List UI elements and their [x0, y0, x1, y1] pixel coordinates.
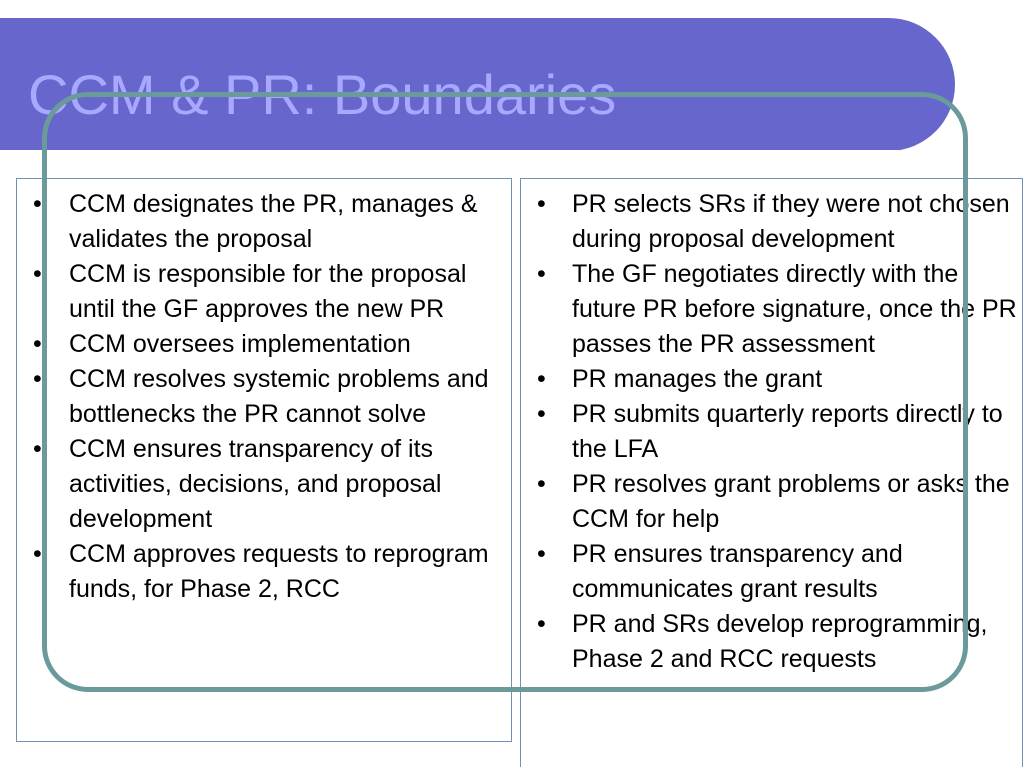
ccm-bullet-list	[17, 179, 511, 607]
list-item: • CCM designates the PR, manages & validates the proposal	[17, 187, 511, 257]
list-item: • CCM ensures transparency of its activities, decisions, and proposal development	[17, 432, 511, 537]
list-item: • PR ensures transparency and communicates grant results	[521, 537, 1022, 607]
title-underline	[0, 150, 903, 154]
slide-title: CCM & PR: Boundaries	[28, 63, 617, 126]
list-item: • CCM is responsible for the proposal until the GF approves the new PR	[17, 257, 511, 327]
title-bar	[0, 18, 955, 151]
list-item: • PR submits quarterly reports directly to the LFA	[521, 397, 1022, 467]
list-item: • CCM approves requests to reprogram funds, for Phase 2, RCC	[17, 537, 511, 607]
list-item: • PR and SRs develop reprogramming, Phase 2 and RCC requests	[521, 607, 1022, 677]
list-item: • The GF negotiates directly with the future PR before signature, once the PR passes the PR assessment	[521, 257, 1022, 362]
left-column-panel	[16, 178, 512, 742]
right-column-panel	[520, 178, 1023, 767]
list-item: • CCM resolves systemic problems and bottlenecks the PR cannot solve	[17, 362, 511, 432]
list-item: • PR selects SRs if they were not chosen during proposal development	[521, 187, 1022, 257]
pr-bullet-list	[521, 179, 1022, 677]
list-item: • PR resolves grant problems or asks the CCM for help	[521, 467, 1022, 537]
list-item: • PR manages the grant	[521, 362, 1022, 397]
list-item: • CCM oversees implementation	[17, 327, 511, 362]
